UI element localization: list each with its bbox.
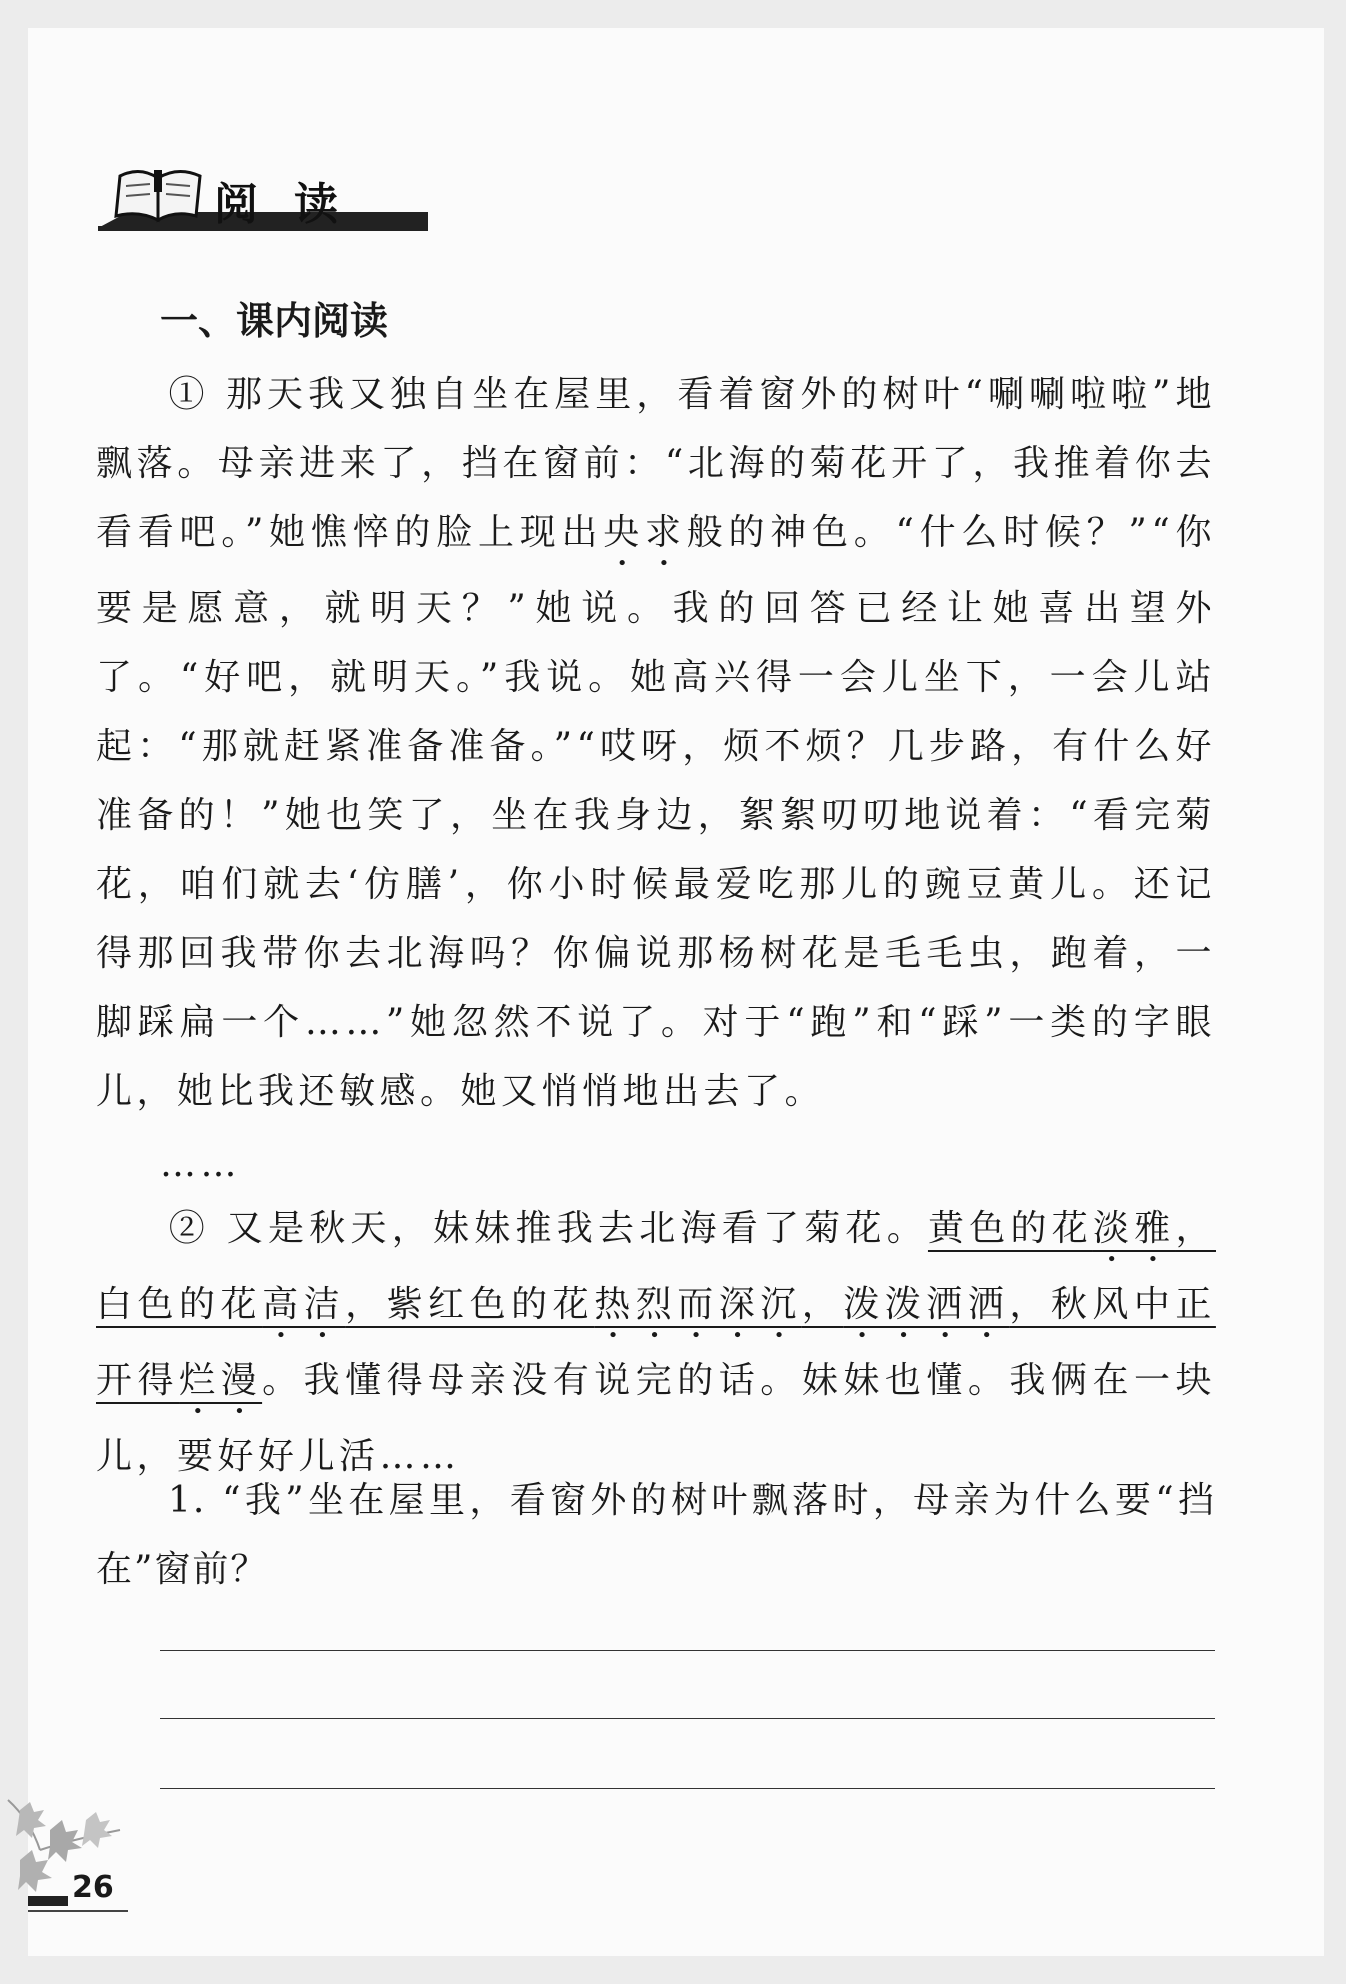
underlined-text: 黄色的花 <box>927 1208 1093 1249</box>
dotted-word: 热烈而深沉 <box>594 1284 802 1325</box>
passage-text: 般的神色。“什么时候？”“你要是愿意，就明天？”她说。我的回答已经让她喜出望外了。“好吧，就明天。”我说。她高兴得一会儿坐下，一会儿站起：“那就赶紧准备准备。”“哎呀，烦不烦？几步路，有什么好准备的！”她也笑了，坐在我身边，絮絮叨叨地说着：“看完菊花，咱们就去‘仿膳’，你小时候最爱吃那儿的豌豆黄儿。还记得那回我带你去北海吗？你偏说那杨树花是毛毛虫，跑着，一脚踩扁一个……”她忽然不说了。对于“跑”和“踩”一类的字眼儿，她比我还敏感。她又悄悄地出去了。 <box>96 512 1216 1112</box>
leaf-decoration-icon <box>0 1790 140 1920</box>
dotted-word: 央求 <box>603 512 687 553</box>
subsection-title: 一、课内阅读 <box>160 299 389 343</box>
page-number: 26 <box>72 1870 114 1905</box>
dotted-word: 泼泼洒洒 <box>843 1284 1010 1325</box>
ellipsis: …… <box>160 1144 241 1185</box>
dotted-word: 淡雅 <box>1092 1208 1176 1249</box>
page-number-rule <box>28 1910 128 1912</box>
answer-line[interactable] <box>160 1788 1215 1789</box>
passage-text: ① 那天我又独自坐在屋里，看着窗外的树叶“唰唰啦啦”地飘落。母亲进来了，挡在窗前：“北海的菊花开了，我推着你去看看吧。”她憔悴的脸上现出 <box>96 374 1216 553</box>
underlined-text: ，白色的花 <box>96 1208 1216 1325</box>
passage-text: 。我懂得母亲没有说完的话。妹妹也懂。我俩在一块儿，要好好儿活…… <box>96 1360 1216 1477</box>
dotted-word: 烂漫 <box>179 1360 263 1401</box>
passage-paragraph-2 <box>96 1194 1216 1491</box>
answer-line[interactable] <box>160 1650 1215 1651</box>
question-1 <box>96 1466 1216 1604</box>
passage-text: ② 又是秋天，妹妹推我去北海看了菊花。 <box>168 1208 928 1249</box>
page-number-bar <box>28 1896 68 1906</box>
section-header-title: 阅读 <box>214 179 374 230</box>
underlined-text: ，紫红色的花 <box>345 1284 595 1325</box>
question-text: 1. “我”坐在屋里，看窗外的树叶飘落时，母亲为什么要“挡在”窗前？ <box>96 1480 1216 1590</box>
dotted-word: 高洁 <box>262 1284 346 1325</box>
passage-paragraph-1 <box>96 360 1216 1126</box>
answer-line[interactable] <box>160 1718 1215 1719</box>
underlined-text: ， <box>801 1284 844 1325</box>
underlined-text: ，秋风中正开得 <box>96 1284 1216 1401</box>
